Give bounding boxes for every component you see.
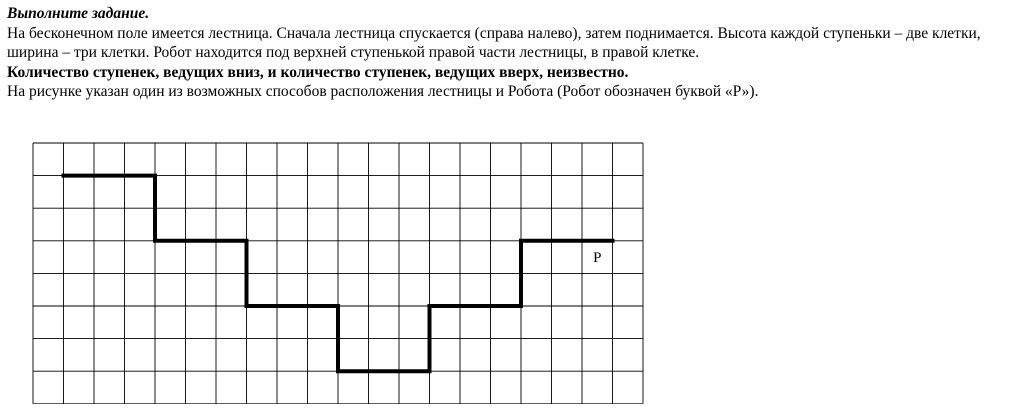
- robot-field-figure: [32, 142, 644, 404]
- task-paragraph: На бесконечном поле имеется лестница. Сначала лестница спускается (справа налево), затем поднимается. Высота каждой ступеньки – две клетки, ширина – три клетки. Робот находится под верхней ступенькой правой части лестницы, в правой клетке.: [7, 24, 981, 61]
- task-bold-statement: Количество ступенек, ведущих вниз, и количество ступенек, ведущих вверх, неизвестно.: [7, 63, 629, 81]
- figure-caption: На рисунке указан один из возможных способов расположения лестницы и Робота (Робот обозначен буквой «Р»).: [7, 83, 759, 100]
- robot-marker: Р: [593, 250, 602, 267]
- robot-field-svg: [32, 142, 644, 404]
- task-text: [7, 4, 1019, 102]
- task-heading: Выполните задание.: [7, 5, 150, 22]
